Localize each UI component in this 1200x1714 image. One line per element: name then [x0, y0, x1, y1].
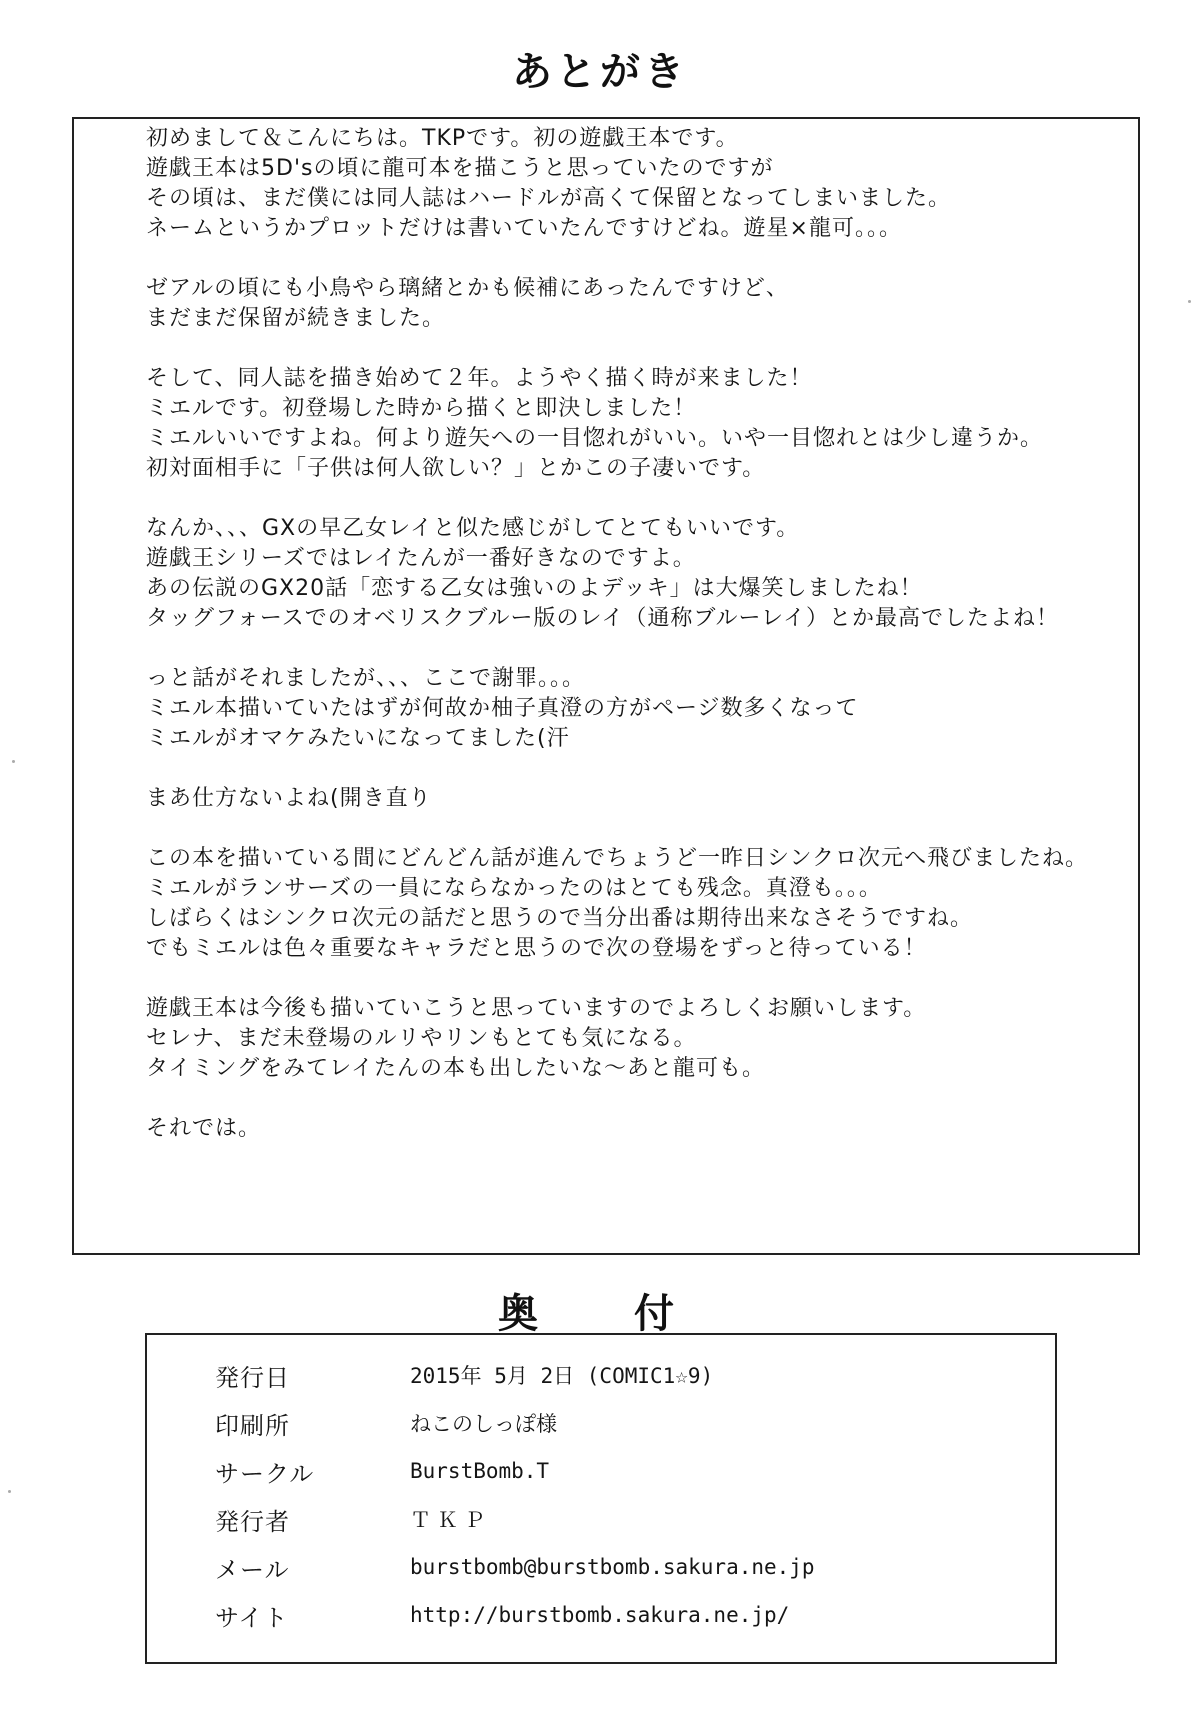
colophon-value: BurstBomb.T — [410, 1459, 550, 1483]
afterword-line: まだまだ保留が続きました。 — [146, 306, 446, 331]
colophon-value: ねこのしっぽ様 — [410, 1412, 557, 1436]
afterword-line: 初めまして＆こんにちは。TKPです。初の遊戯王本です。 — [146, 126, 739, 151]
afterword-title: あとがき — [512, 49, 688, 95]
afterword-paragraph — [146, 844, 1126, 964]
afterword-paragraph — [146, 664, 1126, 754]
scan-speck — [8, 1490, 11, 1493]
afterword-paragraph — [146, 994, 1126, 1084]
colophon-label: 印刷所 — [215, 1411, 290, 1440]
afterword-paragraph — [146, 364, 1126, 484]
colophon-value: ＴＫＰ — [410, 1508, 491, 1532]
afterword-line: でもミエルは色々重要なキャラだと思うので次の登場をずっと待っている！ — [146, 936, 927, 961]
afterword-line: 遊戯王シリーズではレイたんが一番好きなのですよ。 — [146, 546, 696, 571]
scan-speck — [12, 760, 15, 763]
afterword-line: あの伝説のGX20話「恋する乙女は強いのよデッキ」は大爆笑しましたね！ — [146, 576, 923, 601]
colophon-value: 2015年 5月 2日 (COMIC1☆9) — [410, 1364, 714, 1388]
afterword-line: それでは。 — [146, 1116, 262, 1141]
scan-speck — [1188, 300, 1191, 303]
afterword-line: ミエル本描いていたはずが何故か柚子真澄の方がページ数多くなって — [146, 696, 859, 721]
afterword-line: この本を描いている間にどんどん話が進んでちょうど一昨日シンクロ次元へ飛びましたね。 — [146, 846, 1089, 871]
colophon-row-date — [215, 1351, 1035, 1399]
afterword-line: なんか、、、GXの早乙女レイと似た感じがしてとてもいいです。 — [146, 516, 800, 541]
colophon-row-circle — [215, 1447, 1035, 1495]
afterword-line: その頃は、まだ僕には同人誌はハードルが高くて保留となってしまいました。 — [146, 186, 952, 211]
afterword-line: 初対面相手に「子供は何人欲しい？」とかこの子凄いです。 — [146, 456, 766, 481]
afterword-body — [146, 124, 1126, 1144]
colophon-title: 奥 付 — [498, 1291, 702, 1337]
afterword-line: ミエルがオマケみたいになってました(汗 — [146, 726, 570, 751]
afterword-line: ミエルいいですよね。何より遊矢への一目惚れがいい。いや一目惚れとは少し違うか。 — [146, 426, 1044, 451]
afterword-line: ミエルです。初登場した時から描くと即決しました！ — [146, 396, 697, 421]
colophon-label: サークル — [215, 1459, 315, 1488]
afterword-paragraph — [146, 1114, 1126, 1144]
afterword-line: しばらくはシンクロ次元の話だと思うので当分出番は期待出来なさそうですね。 — [146, 906, 974, 931]
afterword-paragraph — [146, 784, 1126, 814]
afterword-line: 遊戯王本は今後も描いていこうと思っていますのでよろしくお願いします。 — [146, 996, 927, 1021]
afterword-line: タイミングをみてレイたんの本も出したいな～あと龍可も。 — [146, 1056, 766, 1081]
colophon-email: burstbomb@burstbomb.sakura.ne.jp — [410, 1555, 815, 1579]
afterword-line: ゼアルの頃にも小鳥やら璃緒とかも候補にあったんですけど、 — [146, 276, 789, 301]
colophon-label: 発行日 — [215, 1363, 290, 1392]
colophon-row-printer — [215, 1399, 1035, 1447]
colophon-url: http://burstbomb.sakura.ne.jp/ — [410, 1603, 790, 1627]
afterword-paragraph — [146, 514, 1126, 634]
afterword-line: 遊戯王本は5D'sの頃に龍可本を描こうと思っていたのですが — [146, 156, 774, 181]
afterword-line: っと話がそれましたが、、、ここで謝罪。。。 — [146, 666, 586, 691]
afterword-line: セレナ、まだ未登場のルリやリンもとても気になる。 — [146, 1026, 697, 1051]
afterword-paragraph — [146, 124, 1126, 244]
afterword-line: そして、同人誌を描き始めて２年。ようやく描く時が来ました！ — [146, 366, 813, 391]
colophon-row-publisher — [215, 1495, 1035, 1543]
colophon-label: 発行者 — [215, 1507, 290, 1536]
afterword-line: まあ仕方ないよね(開き直り — [146, 786, 432, 811]
afterword-line: ネームというかプロットだけは書いていたんですけどね。遊星×龍可。。。 — [146, 216, 902, 241]
afterword-line: タッグフォースでのオベリスクブルー版のレイ（通称ブルーレイ）とか最高でしたよね！ — [146, 606, 1059, 631]
colophon-label: メール — [215, 1555, 290, 1584]
colophon-label: サイト — [215, 1603, 289, 1632]
colophon-row-site — [215, 1591, 1035, 1639]
colophon-table — [215, 1351, 1035, 1639]
afterword-paragraph — [146, 274, 1126, 334]
colophon-row-email — [215, 1543, 1035, 1591]
afterword-line: ミエルがランサーズの一員にならなかったのはとても残念。真澄も。。。 — [146, 876, 882, 901]
